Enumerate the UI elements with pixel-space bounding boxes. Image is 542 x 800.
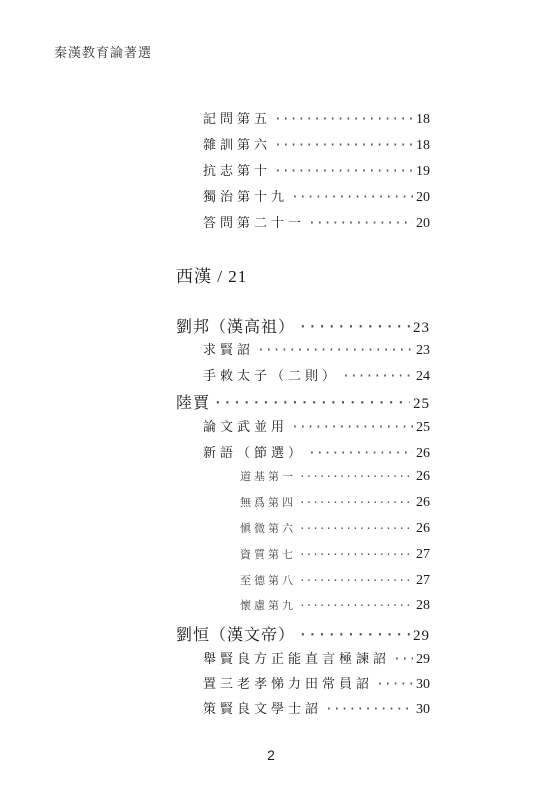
leader-dots [299,470,413,483]
toc-entry-title: 策賢良文學士詔 [203,702,323,717]
leader-dots [299,496,413,509]
toc-entry-page: 29 [413,628,430,644]
toc-entry-level3[interactable] [240,572,430,589]
toc-entry-level1[interactable] [176,314,430,337]
toc-entry[interactable] [203,108,430,128]
leader-dots [299,599,413,612]
toc-entry-level1[interactable] [176,622,430,645]
toc-entry-page: 27 [416,573,430,588]
toc-entry-page: 28 [416,598,430,613]
toc-entry-title: 新語（節選） [203,446,306,461]
toc-entry[interactable] [203,134,430,154]
toc-entry-level2[interactable] [203,648,430,668]
toc-entry-title: 手敕太子（二則） [203,369,340,384]
leader-dots [308,446,413,461]
leader-dots [376,677,413,692]
toc-entry-level2[interactable] [203,673,430,693]
toc-entry-level2[interactable] [203,339,430,359]
toc-entry-level3[interactable] [240,494,430,511]
leader-dots [291,190,413,205]
toc-entry-title: 置三老孝悌力田常員詔 [203,677,374,692]
leader-dots [325,702,413,717]
toc-entry-title: 求賢詔 [203,343,255,358]
toc-entry-title: 抗志第十 [203,164,272,179]
toc-entry-title: 懷慮第九 [240,599,296,612]
leader-dots [274,112,413,127]
toc-entry-page: 26 [416,495,430,510]
toc-entry-level2[interactable] [203,365,430,385]
toc-entry-page: 20 [416,216,430,231]
toc-entry-title: 劉邦（漢高祖） [176,317,296,336]
toc-entry-title: 雜訓第六 [203,138,272,153]
leader-dots [299,574,413,587]
toc-entry-page: 29 [416,652,430,667]
toc-entry-title: 獨治第十九 [203,190,289,205]
leader-dots [274,164,413,179]
section-title: 西漢 [176,267,212,287]
page-number: 2 [267,747,275,763]
toc-entry-title: 劉恒（漢文帝） [176,625,296,644]
toc-entry-page: 30 [416,702,430,717]
leader-dots [291,420,413,435]
toc-entry-page: 26 [416,446,430,461]
toc-entry[interactable] [203,212,430,232]
toc-entry-level2[interactable] [203,442,430,462]
toc-entry-page: 23 [416,343,430,358]
toc-entry-level3[interactable] [240,597,430,614]
toc-entry-title: 愼微第六 [240,522,296,535]
toc-entry-title: 無爲第四 [240,496,296,509]
leader-dots [299,548,413,561]
toc-entry-level3[interactable] [240,468,430,485]
leader-dots [299,522,413,535]
leader-dots [274,138,413,153]
toc-entry[interactable] [203,186,430,206]
toc-entry-page: 27 [416,547,430,562]
toc-entry-title: 論文武並用 [203,420,289,435]
toc-entry-page: 24 [416,369,430,384]
leader-dots [308,216,413,231]
toc-entry-level3[interactable] [240,546,430,563]
leader-dots [257,343,413,358]
leader-dots [298,625,410,644]
toc-entry[interactable] [203,160,430,180]
toc-entry-level2[interactable] [203,698,430,718]
leader-dots [393,652,413,667]
toc-entry-level2[interactable] [203,416,430,436]
toc-entry-page: 20 [416,190,430,205]
toc-entry-page: 26 [416,521,430,536]
toc-entry-page: 25 [416,420,430,435]
toc-entry-page: 18 [416,112,430,127]
toc-entry-page: 25 [413,396,430,412]
toc-entry-page: 18 [416,138,430,153]
section-separator: / [212,267,229,286]
toc-entry-title: 至德第八 [240,574,296,587]
leader-dots [298,317,410,336]
toc-entry-title: 答問第二十一 [203,216,306,231]
section-heading[interactable] [176,262,247,287]
toc-entry-title: 道基第一 [240,470,296,483]
toc-entry-title: 記問第五 [203,112,272,127]
toc-entry-level3[interactable] [240,520,430,537]
toc-entry-page: 23 [413,320,430,336]
toc-entry-page: 19 [416,164,430,179]
toc-entry-page: 26 [416,469,430,484]
toc-entry-level1[interactable] [176,390,430,413]
toc-entry-title: 資質第七 [240,548,296,561]
leader-dots [213,393,410,412]
running-header: 秦漢教育論著選 [54,46,153,61]
toc-entry-title: 舉賢良方正能直言極諫詔 [203,652,391,667]
section-page: 21 [228,267,248,286]
toc-entry-title: 陸賈 [176,393,211,412]
leader-dots [342,369,413,384]
toc-entry-page: 30 [416,677,430,692]
